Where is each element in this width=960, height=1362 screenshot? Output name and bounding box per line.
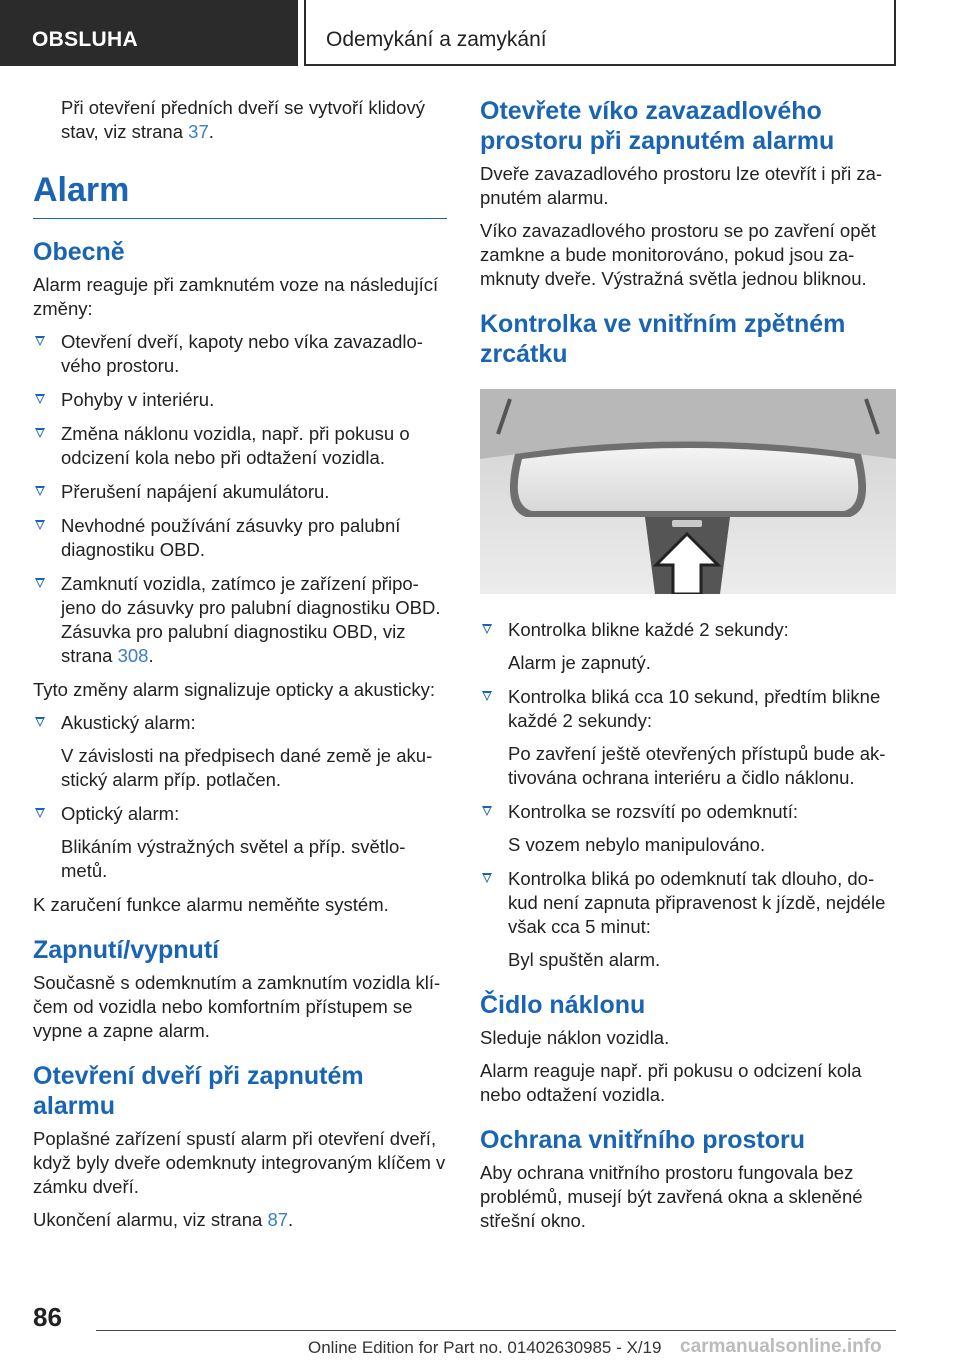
indicator-list — [480, 618, 896, 972]
cidlo-text-2: Alarm reaguje např. při pokusu o odcizení kola nebo odtažení vozidla. — [480, 1060, 862, 1105]
list-item: Optický alarm: Blikáním výstražných světel a příp. světlo-metů. — [33, 802, 447, 883]
signal-text: Tyto změny alarm signalizuje opticky a akusticky: — [33, 679, 436, 700]
rearview-mirror-icon — [480, 389, 896, 594]
viko-text-2: Víko zavazadlového prostoru se po zavření opět zamkne a bude monitorováno, pokud jsou za-mknuty dveře. Výstražná světla jednou bliknou. — [480, 220, 876, 289]
page-link-87[interactable]: 87 — [267, 1209, 289, 1230]
heading-cidlo: Čidlo náklonu — [480, 991, 646, 1019]
list-item: Změna náklonu vozidla, např. při pokusu o odcizení kola nebo při odtažení vozidla. — [33, 422, 447, 470]
triangle-bullet-icon — [482, 806, 492, 816]
watermark: carmanualsonline.info — [680, 1336, 882, 1357]
page-header — [0, 0, 960, 66]
otevreni-text: Poplašné zařízení spustí alarm při otevření dveří, když byly dveře odemknuty integrovaným klíčem v zámku dveří. — [33, 1128, 446, 1197]
page-link-37[interactable]: 37 — [188, 121, 209, 142]
list-item: Pohyby v interiéru. — [33, 388, 447, 412]
triangle-bullet-icon — [35, 336, 45, 346]
triangle-bullet-icon — [35, 394, 45, 404]
ukonceni-text: Ukončení alarmu, viz strana 87. — [33, 1209, 294, 1230]
heading-obecne: Obecně — [33, 238, 125, 266]
cidlo-text-1: Sleduje náklon vozidla. — [480, 1027, 670, 1048]
list-item: Kontrolka bliká cca 10 sekund, předtím blikne každé 2 sekundy: Po zavření ještě otevřených přístupů bude ak-tivována ochrana interiéru a čidlo náklonu. — [480, 685, 896, 790]
heading-zapnuti: Zapnutí/vypnutí — [33, 936, 220, 964]
ochrana-text: Aby ochrana vnitřního prostoru fungovala bez problémů, musejí být zavřená okna a skleněné střešní okno. — [480, 1162, 863, 1231]
list-item: Kontrolka blikne každé 2 sekundy: Alarm je zapnutý. — [480, 618, 896, 675]
list-item: Nevhodné používání zásuvky pro palubní diagnostiku OBD. — [33, 514, 447, 562]
triangle-bullet-icon — [35, 578, 45, 588]
triangle-bullet-icon — [35, 486, 45, 496]
page-number: 86 — [33, 1302, 62, 1332]
triangle-bullet-icon — [482, 691, 492, 701]
heading-viko: Otevřete víko zavazadlového prostoru při zapnutém alarmu — [480, 97, 835, 155]
triangle-bullet-icon — [482, 624, 492, 634]
list-item: Zamknutí vozidla, zatímco je zařízení připo-jeno do zásuvky pro palubní diagnostiku OBD. Zásuvka pro palubní diagnostiku OBD, viz strana 308. — [33, 572, 447, 668]
triangle-bullet-icon — [35, 808, 45, 818]
heading-alarm: Alarm — [33, 153, 447, 219]
mirror-illustration — [480, 389, 896, 594]
list-item: Akustický alarm: V závislosti na předpisech dané země je aku-stický alarm příp. potlačen. — [33, 711, 447, 792]
change-list — [33, 330, 447, 668]
triangle-bullet-icon — [35, 428, 45, 438]
edition-text: Online Edition for Part no. 01402630985 - X/19 — [308, 1338, 662, 1357]
intro-paragraph: Při otevření předních dveří se vytvoří klidový stav, viz strana 37. — [61, 97, 425, 142]
left-column — [33, 96, 447, 1241]
list-item: Kontrolka bliká po odemknutí tak dlouho, do-kud není zapnuta připravenost k jízdě, nejdéle však cca 5 minut: Byl spuštěn alarm. — [480, 867, 896, 972]
signal-list — [33, 711, 447, 883]
obecne-text: Alarm reaguje při zamknutém voze na následující změny: — [33, 274, 439, 319]
warning-text: K zaručení funkce alarmu neměňte systém. — [33, 894, 389, 915]
section-title: OBSLUHA — [0, 0, 298, 66]
viko-text-1: Dveře zavazadlového prostoru lze otevřít i při za-pnutém alarmu. — [480, 163, 883, 208]
triangle-bullet-icon — [35, 520, 45, 530]
footer-divider — [96, 1330, 896, 1331]
list-item: Otevření dveří, kapoty nebo víka zavazadlo-vého prostoru. — [33, 330, 447, 378]
triangle-bullet-icon — [35, 717, 45, 727]
right-column — [480, 96, 896, 1242]
list-item: Přerušení napájení akumulátoru. — [33, 480, 447, 504]
triangle-bullet-icon — [482, 873, 492, 883]
list-item: Kontrolka se rozsvítí po odemknutí: S vozem nebylo manipulováno. — [480, 800, 896, 857]
heading-ochrana: Ochrana vnitřního prostoru — [480, 1126, 806, 1154]
heading-otevreni: Otevření dveří při zapnutém alarmu — [33, 1062, 364, 1120]
heading-kontrolka: Kontrolka ve vnitřním zpětném zrcátku — [480, 310, 846, 368]
zapnuti-text: Současně s odemknutím a zamknutím vozidla klí-čem od vozidla nebo komfortním přístupem se vypne a zapne alarm. — [33, 972, 441, 1041]
chapter-title: Odemykání a zamykání — [304, 0, 896, 66]
page-link-308[interactable]: 308 — [117, 645, 149, 666]
